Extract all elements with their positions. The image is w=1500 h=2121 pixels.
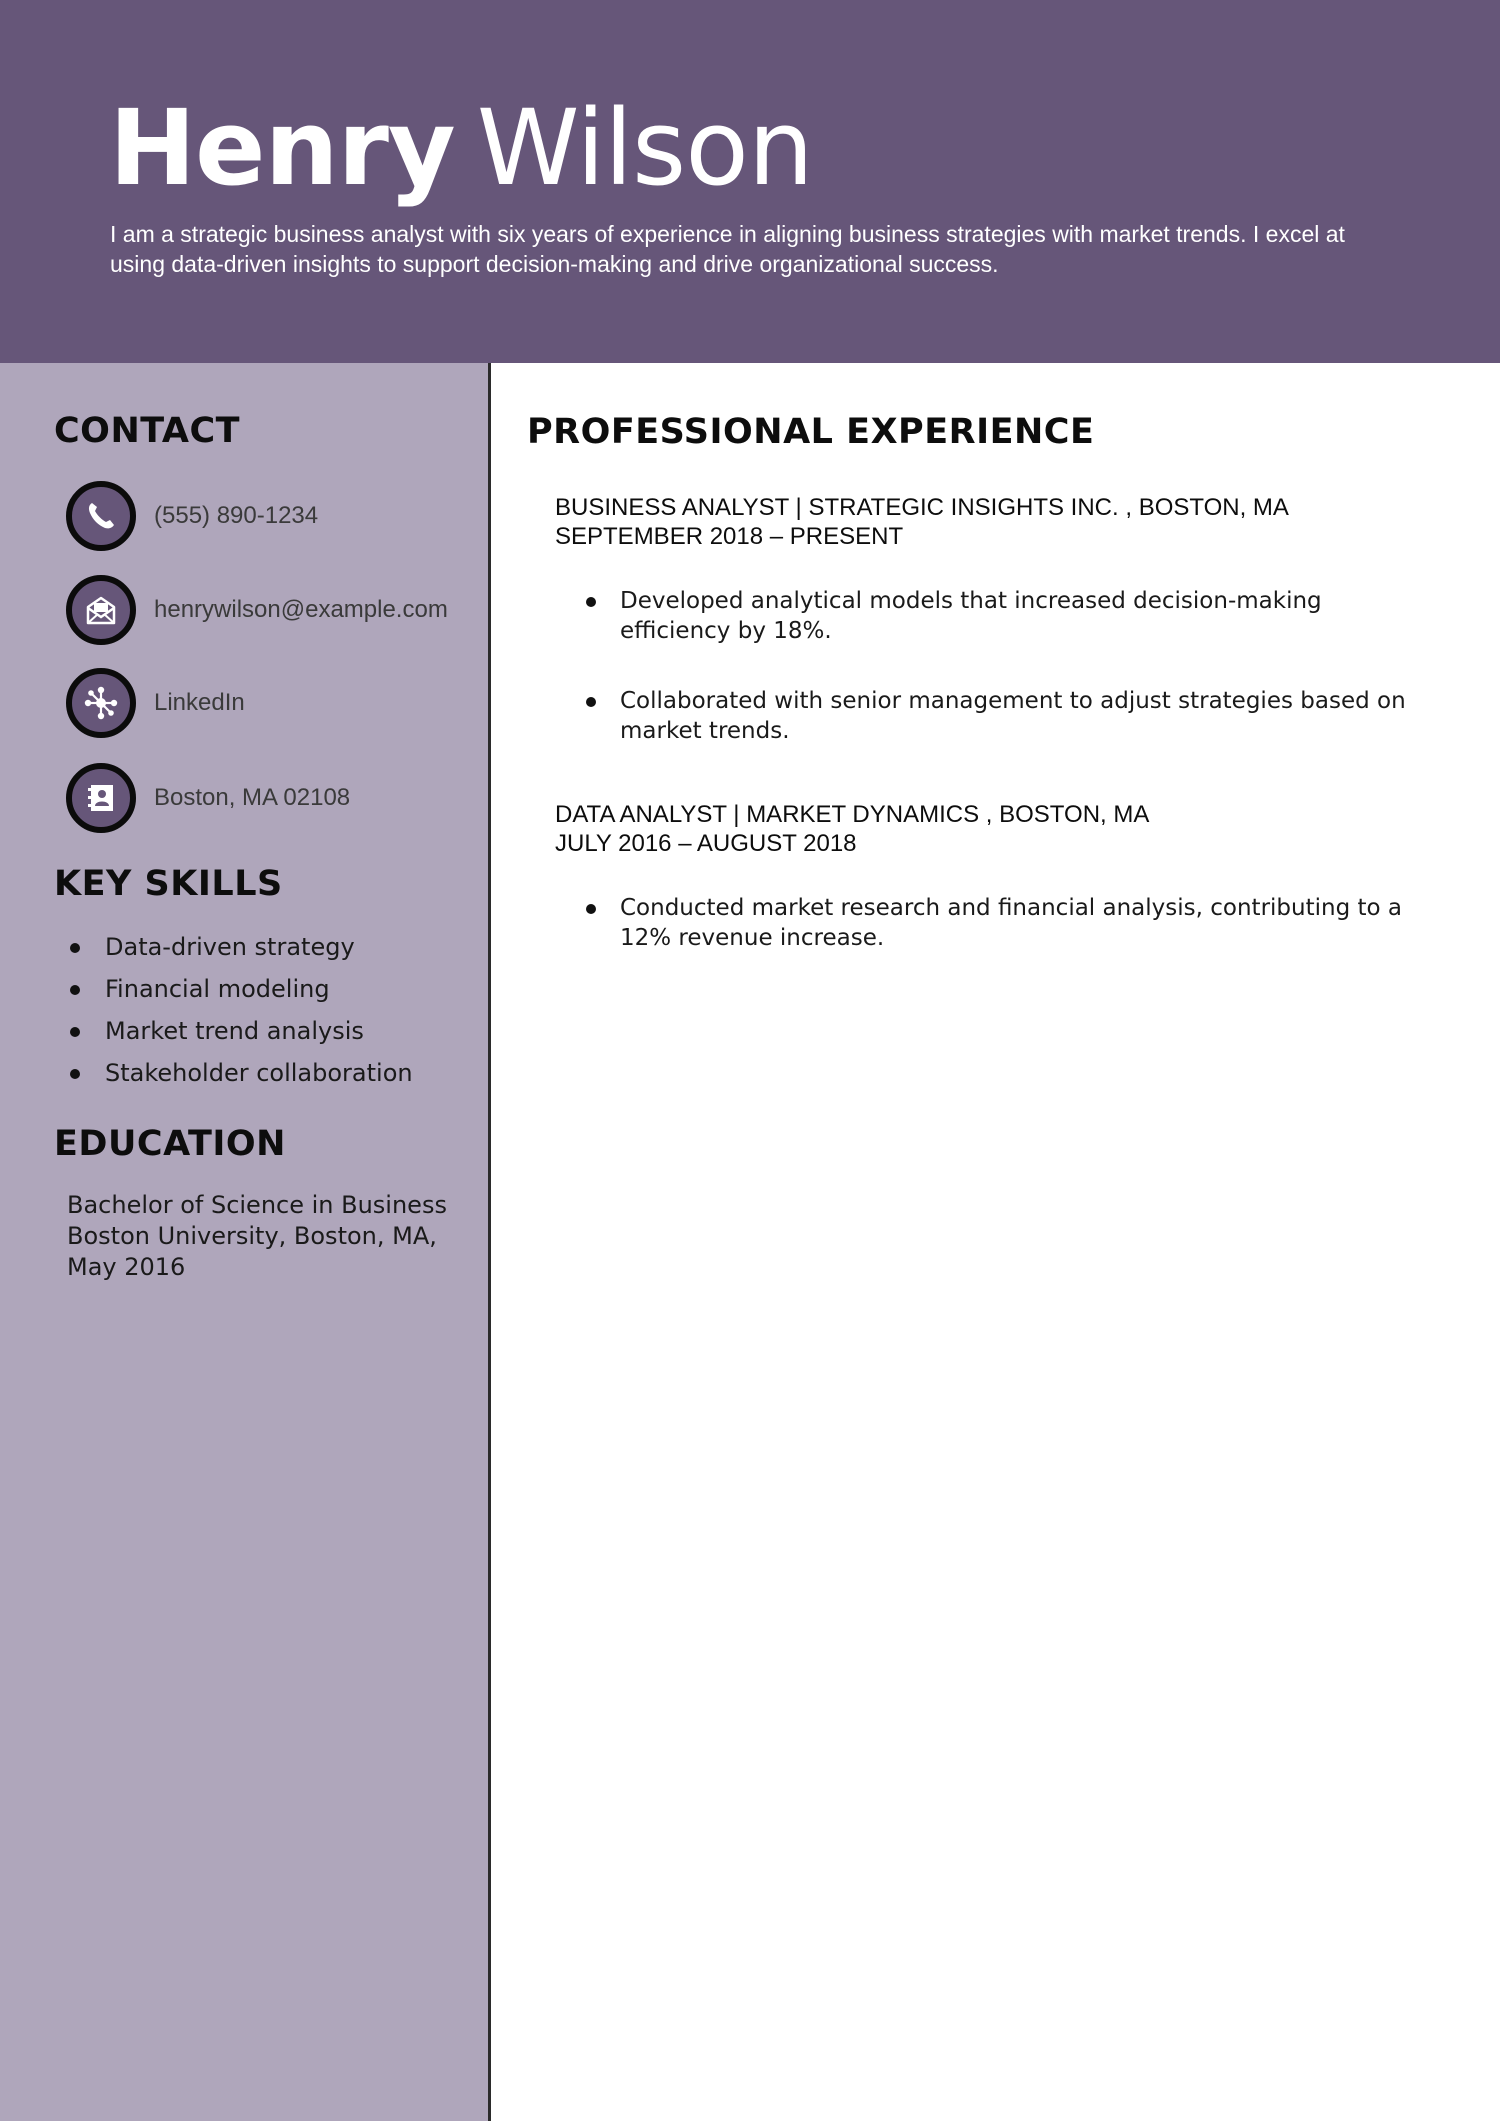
contact-phone bbox=[66, 481, 486, 553]
school: Boston University, Boston, MA, bbox=[67, 1222, 437, 1250]
linkedin-text[interactable]: LinkedIn bbox=[154, 689, 245, 716]
list-item: Financial modeling bbox=[66, 968, 413, 1010]
job-bullets bbox=[586, 893, 1416, 953]
list-item: Market trend analysis bbox=[66, 1010, 413, 1052]
skills-heading: KEY SKILLS bbox=[54, 864, 283, 904]
address-text: Boston, MA 02108 bbox=[154, 784, 351, 811]
job-dates: JULY 2016 – AUGUST 2018 bbox=[555, 830, 857, 857]
phone-text[interactable]: (555) 890-1234 bbox=[154, 502, 319, 529]
education-entry bbox=[67, 1190, 447, 1283]
job-title-line: DATA ANALYST | MARKET DYNAMICS , BOSTON, MA bbox=[555, 801, 1150, 828]
last-name: Wilson bbox=[476, 87, 813, 209]
contact-email bbox=[66, 575, 486, 647]
experience-heading: PROFESSIONAL EXPERIENCE bbox=[527, 412, 1095, 452]
list-item: Data-driven strategy bbox=[66, 926, 413, 968]
job-title-line: BUSINESS ANALYST | STRATEGIC INSIGHTS INC. , BOSTON, MA bbox=[555, 494, 1289, 521]
contact-address bbox=[66, 763, 486, 835]
degree: Bachelor of Science in Business bbox=[67, 1191, 447, 1219]
email-icon bbox=[66, 575, 136, 645]
job-bullets bbox=[586, 586, 1416, 746]
contact-heading: CONTACT bbox=[54, 411, 241, 451]
network-icon bbox=[66, 668, 136, 738]
email-text[interactable]: henrywilson@example.com bbox=[154, 596, 448, 623]
list-item: Conducted market research and financial analysis, contributing to a 12% revenue increase. bbox=[586, 893, 1416, 953]
contact-linkedin bbox=[66, 668, 486, 740]
header-banner bbox=[0, 0, 1500, 363]
phone-icon bbox=[66, 481, 136, 551]
first-name: Henry bbox=[109, 87, 455, 209]
graduation-date: May 2016 bbox=[67, 1253, 186, 1281]
address-book-icon bbox=[66, 763, 136, 833]
education-heading: EDUCATION bbox=[54, 1124, 286, 1164]
column-divider bbox=[488, 363, 491, 2121]
list-item: Stakeholder collaboration bbox=[66, 1052, 413, 1094]
list-item: Collaborated with senior management to adjust strategies based on market trends. bbox=[586, 686, 1416, 746]
candidate-name bbox=[109, 84, 813, 212]
skills-list bbox=[66, 926, 413, 1094]
list-item: Developed analytical models that increased decision-making efficiency by 18%. bbox=[586, 586, 1416, 646]
job-dates: SEPTEMBER 2018 – PRESENT bbox=[555, 523, 904, 550]
summary-text: I am a strategic business analyst with six years of experience in aligning business strategies with market trends. I excel at using data-driven insights to support decision-making and drive organizational success. bbox=[110, 221, 1345, 277]
